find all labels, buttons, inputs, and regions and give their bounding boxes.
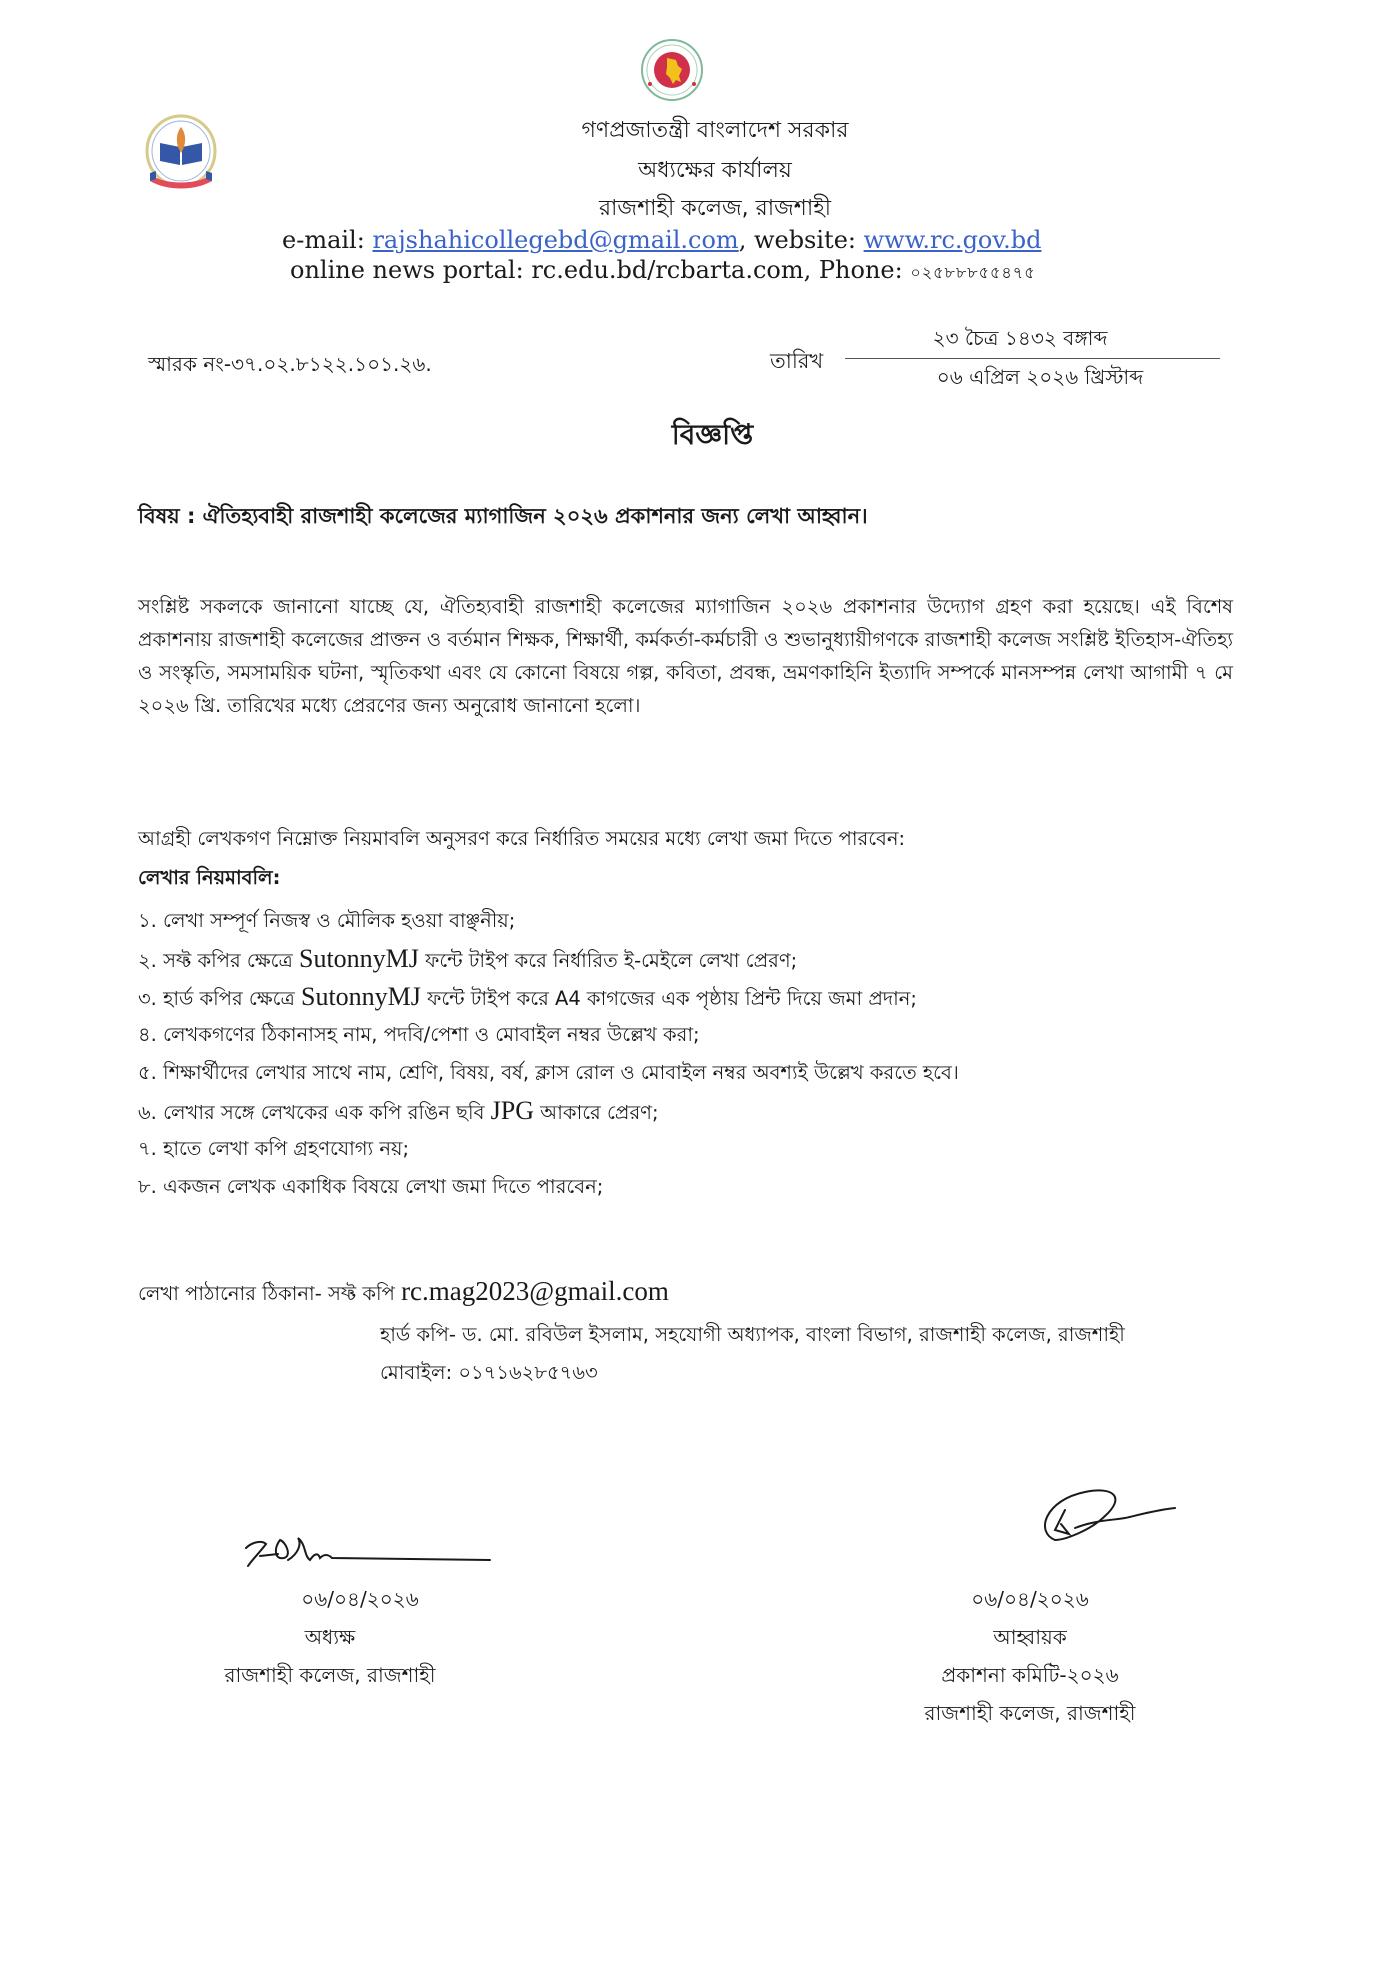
contact-line-portal-phone: [290, 256, 1036, 287]
rule-item: [138, 1092, 959, 1130]
website-label: , website:: [738, 226, 864, 254]
subject-label: বিষয় :: [138, 504, 203, 528]
rule-item: [138, 902, 959, 940]
subject-text: ঐতিহ্যবাহী রাজশাহী কলেজের ম্যাগাজিন ২০২৬ প্রকাশনার জন্য লেখা আহ্বান।: [202, 504, 868, 528]
phone-number: ০২৫৮৮৮৫৫৪৭৫: [910, 263, 1036, 282]
rule-font-name: SutonnyMJ: [300, 982, 421, 1011]
date-divider: [845, 358, 1220, 359]
contact-mobile: মোবাইল: ০১৭১৬২৮৫৭৬৩: [380, 1361, 598, 1384]
rule-text: ২. সফ্ট কপির ক্ষেত্রে: [138, 949, 299, 972]
convener-sign-date: ০৬/০৪/২০২৬: [971, 1587, 1089, 1611]
date-bangla: ২৩ চৈত্র ১৪৩২ বঙ্গাব্দ: [932, 326, 1108, 350]
hard-copy-recipient: হার্ড কপি- ড. মো. রবিউল ইসলাম, সহযোগী অধ্যাপক, বাংলা বিভাগ, রাজশাহী কলেজ, রাজশাহী: [380, 1323, 1125, 1346]
rule-text-cont: আকারে প্রেরণ;: [533, 1101, 659, 1124]
rule-item: [138, 1054, 959, 1092]
rule-font-name: SutonnyMJ: [298, 944, 419, 973]
email-label: e-mail:: [282, 226, 373, 254]
convener-signature: [1025, 1480, 1185, 1560]
rule-item: [138, 940, 959, 978]
rule-item: [138, 1130, 959, 1168]
convener-office: রাজশাহী কলেজ, রাজশাহী: [924, 1701, 1136, 1725]
rule-item: [138, 1168, 959, 1206]
rule-text: ৭. হাতে লেখা কপি গ্রহণযোগ্য নয়;: [138, 1137, 410, 1160]
submission-email[interactable]: rc.mag2023@gmail.com: [401, 1276, 669, 1306]
header-office-name: অধ্যক্ষের কার্যালয়: [638, 158, 792, 183]
date-gregorian: ০৬ এপ্রিল ২০২৬ খ্রিস্টাব্দ: [936, 365, 1144, 389]
rule-text-cont: ফন্টে টাইপ করে A4 কাগজের এক পৃষ্ঠায় প্রিন্ট দিয়ে জমা প্রদান;: [420, 987, 917, 1010]
principal-sign-date: ০৬/০৪/২০২৬: [301, 1587, 419, 1611]
principal-office: রাজশাহী কলেজ, রাজশাহী: [224, 1663, 436, 1687]
principal-signature: [240, 1530, 500, 1580]
website-link[interactable]: www.rc.gov.bd: [863, 226, 1042, 254]
rules-intro: আগ্রহী লেখকগণ নিম্নোক্ত নিয়মাবলি অনুসরণ করে নির্ধারিত সময়ের মধ্যে লেখা জমা দিতে পারবেন:: [138, 827, 906, 850]
convener-sign-block: [870, 1580, 1190, 1732]
email-link[interactable]: rajshahicollegebd@gmail.com: [372, 226, 739, 254]
date-label: তারিখ: [770, 349, 824, 373]
phone-label: , Phone:: [803, 256, 911, 284]
convener-designation: আহ্বায়ক: [993, 1625, 1067, 1649]
memo-number: স্মারক নং-৩৭.০২.৮১২২.১০১.২৬.: [148, 352, 432, 376]
rule-text: ৩. হার্ড কপির ক্ষেত্রে: [138, 987, 301, 1010]
notice-title: বিজ্ঞপ্তি: [671, 418, 754, 451]
rule-item: [138, 1016, 959, 1054]
principal-sign-block: [150, 1580, 510, 1694]
government-seal-icon: [640, 36, 704, 112]
rule-text: ৪. লেখকগণের ঠিকানাসহ নাম, পদবি/পেশা ও মোবাইল নম্বর উল্লেখ করা;: [138, 1023, 700, 1046]
convener-committee: প্রকাশনা কমিটি-২০২৬: [941, 1663, 1119, 1687]
rule-text: ৬. লেখার সঙ্গে লেখকের এক কপি রঙিন ছবি: [138, 1101, 491, 1124]
hard-copy-address: [380, 1316, 1200, 1392]
contact-line-email-website: [282, 226, 1041, 254]
portal-label: online news portal:: [290, 256, 532, 284]
address-label: লেখা পাঠানোর ঠিকানা- সফ্ট কপি: [138, 1282, 402, 1305]
rule-item: [138, 978, 959, 1016]
portal-text: rc.edu.bd/rcbarta.com: [531, 256, 804, 284]
rules-heading: লেখার নিয়মাবলি:: [138, 866, 281, 889]
rule-text: ৮. একজন লেখক একাধিক বিষয়ে লেখা জমা দিতে পারবেন;: [138, 1175, 604, 1198]
submission-address: [138, 1276, 669, 1312]
rule-text-cont: ফন্টে টাইপ করে নির্ধারিত ই-মেইলে লেখা প্রেরণ;: [418, 949, 798, 972]
notice-body: সংশ্লিষ্ট সকলকে জানানো যাচ্ছে যে, ঐতিহ্যবাহী রাজশাহী কলেজের ম্যাগাজিন ২০২৬ প্রকাশনার উদ্যোগ গ্রহণ করা হয়েছে। এই বিশেষ প্রকাশনায় রাজশাহী কলেজের প্রাক্তন ও বর্তমান শিক্ষক, শিক্ষার্থী, কর্মকর্তা-কর্মচারী ও শুভানুধ্যায়ীগণকে রাজশাহী কলেজ সংশ্লিষ্ট ইতিহাস-ঐতিহ্য ও সংস্কৃতি, সমসাময়িক ঘটনা, স্মৃতিকথা এবং যে কোনো বিষয়ে গল্প, কবিতা, প্রবন্ধ, ভ্রমণকাহিনি ইত্যাদি সম্পর্কে মানসম্পন্ন লেখা আগামী ৭ মে ২০২৬ খ্রি. তারিখের মধ্যে প্রেরণের জন্য অনুরোধ জানানো হলো।: [138, 595, 1233, 717]
rules-list: [138, 902, 959, 1206]
principal-designation: অধ্যক্ষ: [304, 1625, 356, 1649]
rule-text: ১. লেখা সম্পূর্ণ নিজস্ব ও মৌলিক হওয়া বাঞ্ছনীয়;: [138, 909, 516, 932]
notice-subject: [138, 500, 868, 535]
rule-text: ৫. শিক্ষার্থীদের লেখার সাথে নাম, শ্রেণি, বিষয়, বর্ষ, ক্লাস রোল ও মোবাইল নম্বর অবশ্যই উল্লেখ করতে হবে।: [138, 1061, 959, 1084]
header-government-name: গণপ্রজাতন্ত্রী বাংলাদেশ সরকার: [581, 118, 849, 143]
rule-format-name: JPG: [490, 1096, 534, 1125]
header-college-name: রাজশাহী কলেজ, রাজশাহী: [598, 196, 832, 221]
